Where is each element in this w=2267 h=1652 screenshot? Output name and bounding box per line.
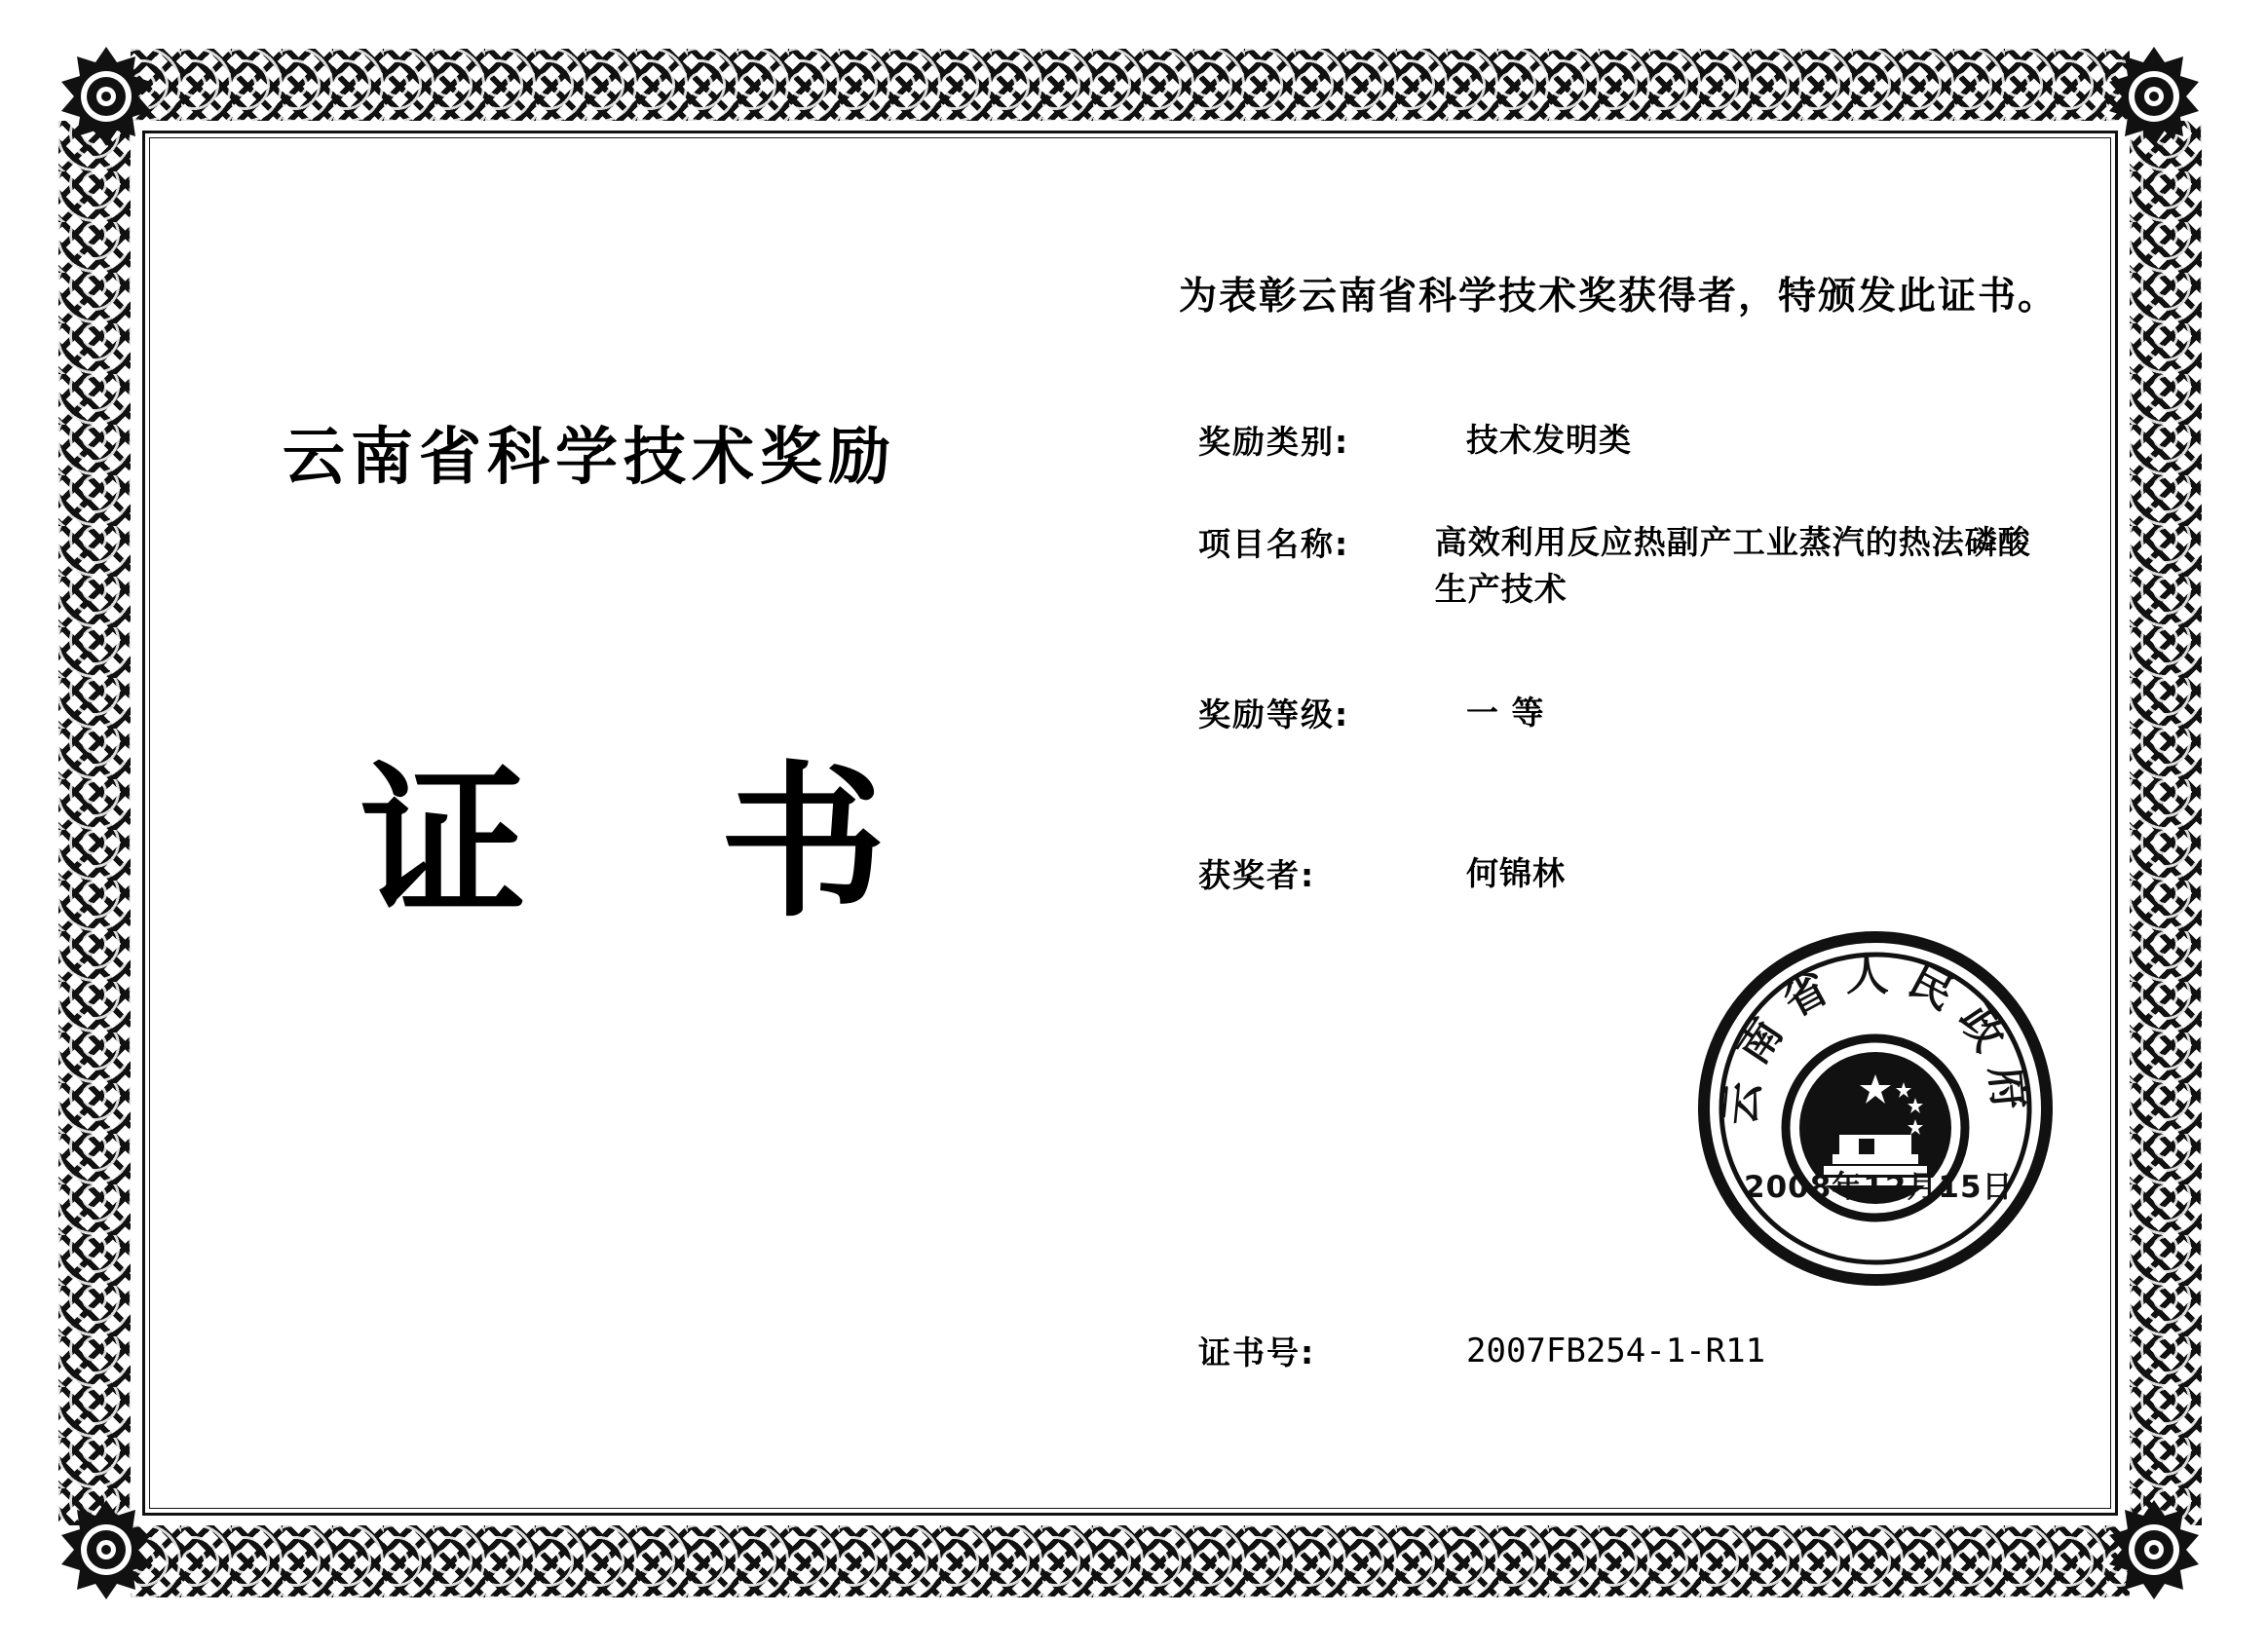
award-program-title: 云南省科学技术奖励: [283, 422, 896, 494]
svg-text:云南省人民政府: 云南省人民政府: [1715, 950, 2036, 1128]
field-winner-label: 获奖者:: [1198, 856, 1316, 894]
field-award-level-label: 奖励等级:: [1198, 695, 1350, 733]
field-award-category-value: 技术发明类: [1466, 421, 1632, 459]
border-wave-bottom: [131, 1525, 2130, 1597]
certificate-headline: 为表彰云南省科学技术奖获得者，特颁发此证书。: [1179, 275, 2059, 319]
official-seal-icon: [1695, 928, 2056, 1289]
seal-date: 2008年12月15日: [1744, 1170, 2014, 1205]
field-award-level-value: 一 等: [1466, 694, 1545, 732]
field-project-name-value: 高效利用反应热副产工业蒸汽的热法磷酸生产技术: [1434, 523, 2031, 608]
certificate-content: [97, 95, 2059, 1453]
field-award-level: [1198, 690, 1545, 736]
field-winner-value: 何锦林: [1466, 854, 1566, 892]
field-certificate-number-value: 2007FB254-1-R11: [1466, 1332, 1766, 1370]
field-award-category: [1198, 417, 1632, 464]
official-seal: [1695, 928, 2056, 1289]
field-certificate-number-label: 证书号:: [1198, 1333, 1316, 1371]
field-project-name-label: 项目名称:: [1198, 525, 1350, 563]
field-winner: [1198, 850, 1566, 897]
border-wave-right: [2130, 121, 2202, 1525]
field-certificate-number: [1198, 1328, 1765, 1375]
certificate-big-word: 证 书: [360, 747, 955, 940]
field-award-category-label: 奖励类别:: [1198, 423, 1350, 461]
field-project-name: [1198, 519, 2046, 613]
